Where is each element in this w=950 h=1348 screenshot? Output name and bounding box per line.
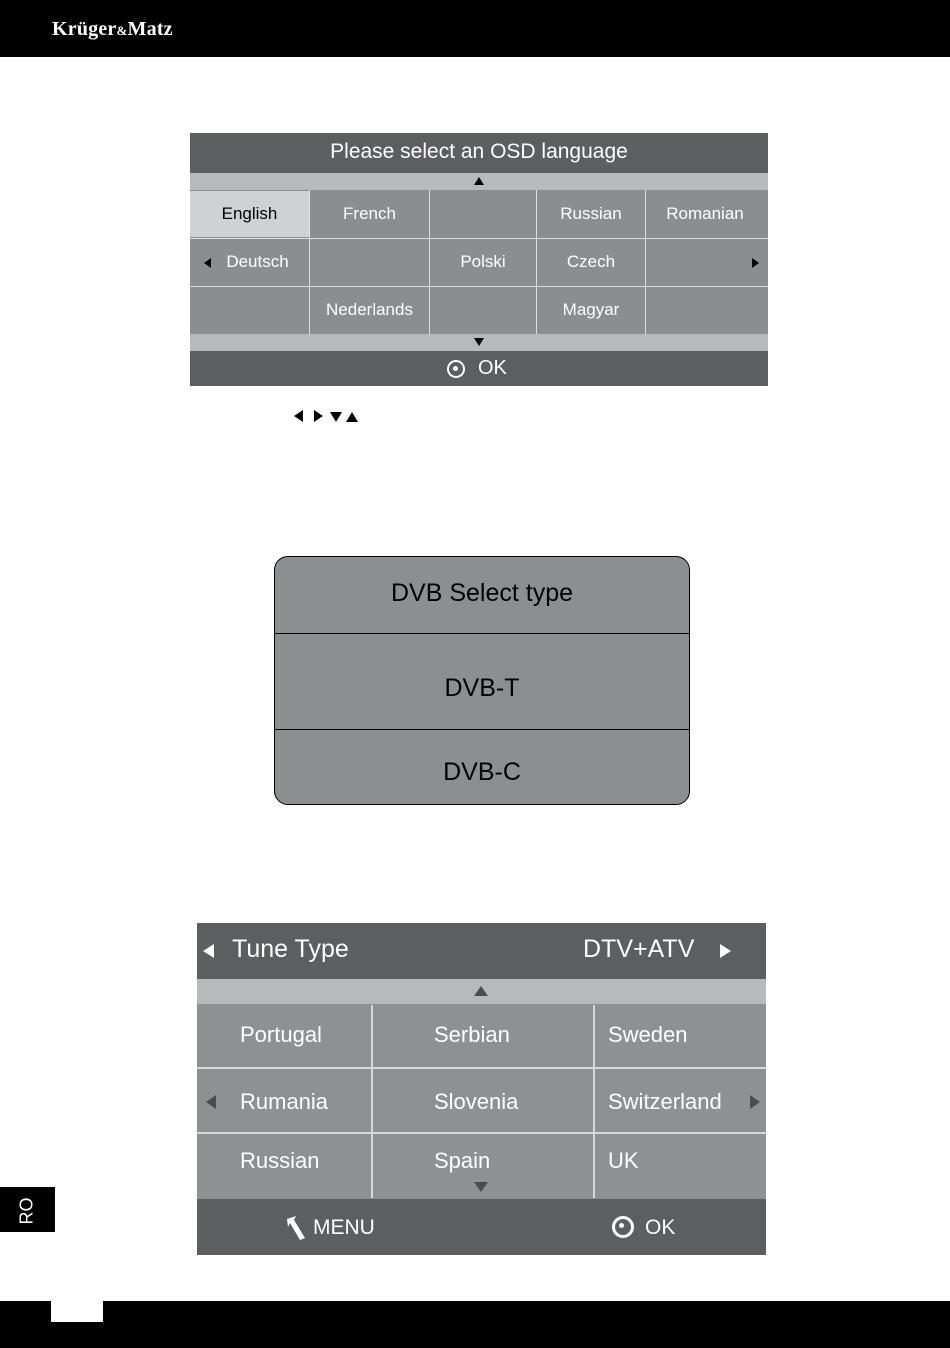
language-option-french[interactable]: French [343, 204, 396, 223]
country-option-slovenia[interactable]: Slovenia [434, 1089, 519, 1114]
dvb-option-dvb-t[interactable]: DVB-T [275, 633, 689, 730]
arrow-down-icon [474, 338, 484, 346]
language-option-english[interactable]: English [190, 191, 309, 237]
language-option-empty [646, 287, 764, 333]
scroll-down-strip[interactable] [190, 334, 768, 351]
language-option-empty [646, 239, 764, 285]
header-bar [0, 0, 950, 57]
scroll-up-strip[interactable] [197, 979, 766, 1004]
dvb-select-title: DVB Select type [390, 579, 574, 607]
menu-back-icon[interactable] [287, 1216, 307, 1240]
country-option-sweden[interactable]: Sweden [608, 1022, 688, 1047]
country-option-uk[interactable]: UK [608, 1148, 639, 1173]
country-option-rumania[interactable]: Rumania [240, 1089, 329, 1114]
country-option-spain[interactable]: Spain [434, 1148, 491, 1173]
arrow-left-icon[interactable] [203, 944, 214, 958]
ok-footer[interactable] [190, 351, 768, 386]
language-option-empty [190, 287, 309, 333]
arrow-right-icon[interactable] [752, 258, 759, 268]
scroll-up-strip[interactable] [190, 173, 768, 190]
arrow-right-icon[interactable] [720, 944, 731, 958]
ok-label: OK [478, 357, 507, 379]
language-option-romanian[interactable]: Romanian [666, 204, 744, 223]
language-option-empty [310, 239, 429, 285]
arrow-left-icon[interactable] [206, 1095, 216, 1109]
tune-type-label: Tune Type [232, 935, 349, 963]
language-option-empty [430, 191, 536, 237]
language-option-empty [430, 287, 536, 333]
arrow-down-icon [474, 1182, 488, 1192]
arrow-right-icon[interactable] [750, 1095, 760, 1109]
menu-label[interactable]: MENU [313, 1216, 375, 1239]
footer-bar [0, 1301, 950, 1348]
country-option-serbian[interactable]: Serbian [434, 1022, 510, 1047]
tune-type-value: DTV+ATV [583, 935, 695, 963]
arrow-up-icon [474, 986, 488, 996]
page-number-box [51, 1301, 103, 1322]
country-option-switzerland[interactable]: Switzerland [608, 1089, 722, 1114]
osd-language-panel [190, 133, 768, 386]
ok-label[interactable]: OK [645, 1216, 676, 1239]
language-option-magyar[interactable]: Magyar [562, 300, 620, 319]
language-option-deutsch[interactable]: Deutsch [226, 252, 289, 271]
language-code: RO [16, 1197, 37, 1225]
ok-circle-icon [447, 360, 465, 378]
dvb-option-dvb-c[interactable]: DVB-C [443, 758, 521, 786]
language-option-nederlands[interactable]: Nederlands [326, 300, 413, 319]
osd-language-title: Please select an OSD language [190, 133, 768, 173]
country-option-portugal[interactable]: Portugal [240, 1022, 322, 1047]
language-side-tab [0, 1187, 55, 1232]
navigation-arrows-icon [294, 409, 364, 423]
language-option-polski[interactable]: Polski [460, 252, 506, 271]
language-option-czech[interactable]: Czech [566, 252, 616, 271]
language-option-russian[interactable]: Russian [560, 204, 622, 223]
ok-circle-icon[interactable] [612, 1216, 634, 1238]
country-option-russian[interactable]: Russian [240, 1148, 320, 1173]
arrow-up-icon [474, 177, 484, 185]
brand-logo: Krüger&Matz [52, 18, 173, 40]
tune-type-panel [197, 923, 766, 1255]
tune-type-header[interactable] [197, 923, 766, 979]
dvb-select-panel [274, 556, 690, 805]
tune-footer [197, 1199, 766, 1255]
